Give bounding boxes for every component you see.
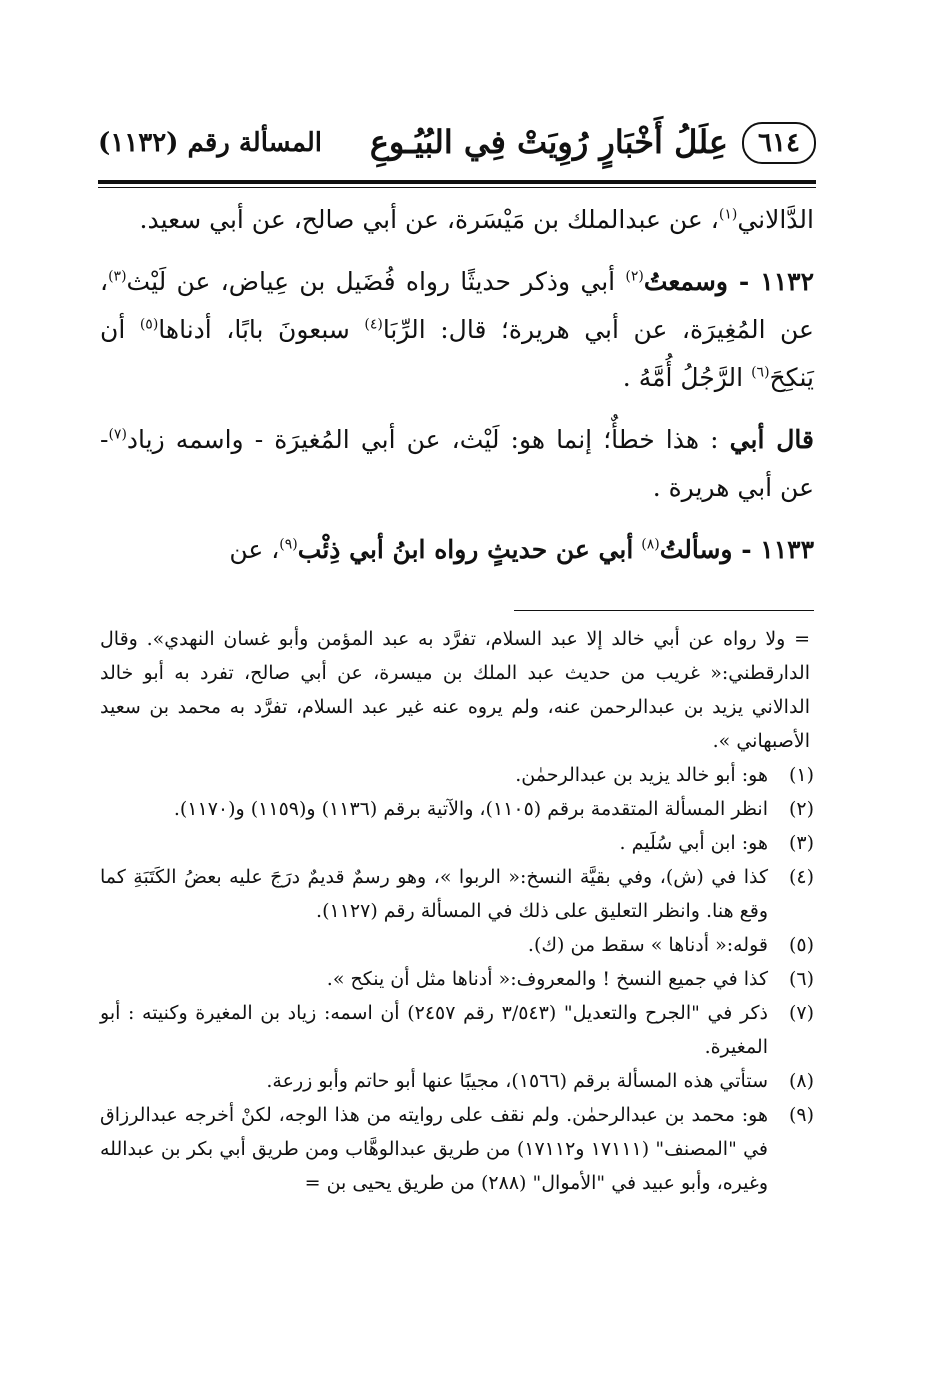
text-segment: ، عن المُغِيرَة، عن أبي هريرة؛ قال: الرِّبَا (100, 267, 814, 344)
footnote-continuation: = ولا رواه عن أبي خالد إلا عبد السلام، تفرَّد به عبد المؤمن وأبو غسان النهدي». وقال الدارقطني:« غريب من حديث عبد الملك بن ميسرة، عن أبي صالح، تفرد به أبو خالد الدالاني يزيد بن عبدالرحمن عنه، ولم يروه عنه غير عبد السلام، تفرَّد به محمد بن سعيد الأصبهاني ». (100, 628, 810, 752)
issue-number-1132: ١١٣٢ - وسمعتُ (643, 267, 814, 296)
footnote-item (100, 826, 814, 860)
footnote-item (100, 1098, 814, 1200)
text-segment: أبي عن حديثٍ رواه ابنُ أبي ذِئْب (297, 535, 634, 564)
footnote-ref-4: (٤) (364, 316, 383, 333)
footnote-number: (١) (788, 764, 814, 786)
footnote-number: (٧) (788, 1002, 814, 1024)
footnote-text: كذا في (ش)، وفي بقيَّة النسخ:« الربوا »، وهو رسمٌ قديمٌ درَجَ عليه بعضُ الكَتَبَةِ كما وقع هنا. وانظر التعليق على ذلك في المسألة رقم (١١٢٧). (100, 866, 768, 922)
footnote-ref-8: (٨) (641, 536, 660, 553)
footnote-ref-9: (٩) (279, 536, 298, 553)
header-rule-thick (98, 180, 816, 184)
footnote-ref-3: (٣) (108, 268, 127, 285)
paragraph-abi-comment (100, 416, 814, 512)
page-number: ٦١٤ (742, 122, 816, 164)
text-segment: أن يَنكِحَ (100, 315, 814, 392)
footnote-ref-5: (٥) (139, 316, 159, 333)
footnote-number: (٥) (788, 934, 814, 956)
footnote-text: هو: أبو خالد يزيد بن عبدالرحمٰن. (515, 764, 768, 786)
footnote-text: قوله:« أدناها » سقط من (ك). (527, 934, 768, 956)
text-segment: ، عن (229, 535, 280, 564)
footnote-text: ذكر في "الجرح والتعديل" (٣/٥٤٣ رقم ٢٤٥٧) أن اسمه: زياد بن المغيرة وكنيته : أبو المغيرة. (100, 1002, 768, 1058)
text-segment: سبعونَ بابًا، أدناها (158, 315, 350, 344)
text-segment: : هذا خطأٌ؛ إنما هو: لَيْث، عن أبي المُغيرَة - واسمه زياد (126, 425, 719, 454)
speaker-label: قال أبي (729, 425, 814, 454)
text-segment: - عن أبي هريرة . (100, 425, 814, 502)
footnote-item (100, 860, 814, 928)
footnote-number: (٩) (788, 1104, 814, 1126)
footnote-ref-1: (١) (718, 206, 738, 223)
footnote-number: (٤) (788, 866, 814, 888)
book-title: عِلَلُ أَخْبَارٍ رُوِيَتْ فِي البُيُـوعِ (369, 123, 728, 161)
footnote-number: (٣) (788, 832, 814, 854)
footnote-number: (٨) (788, 1070, 814, 1092)
footnote-item (100, 792, 814, 826)
paragraph-1 (100, 196, 814, 244)
footnote-item (100, 758, 814, 792)
footnote-item (100, 996, 814, 1064)
footnote-text: انظر المسألة المتقدمة برقم (١١٠٥)، والآتية برقم (١١٣٦) و(١١٥٩) و(١١٧٠). (173, 798, 768, 820)
footnote-ref-6: (٦) (751, 364, 770, 381)
issue-number-1133: ١١٣٣ - وسألتُ (659, 535, 814, 564)
text-segment: أبي وذكر حديثًا رواه فُضَيل بن عِياض، عن لَيْث (126, 267, 616, 296)
text-segment: الدَّالاني (737, 205, 814, 234)
footnote-item (100, 928, 814, 962)
issue-label: المسألة رقم (١١٣٢) (98, 128, 323, 158)
footnote-text: ستأتي هذه المسألة برقم (١٥٦٦)، مجيبًا عنها أبو حاتم وأبو زرعة. (266, 1070, 768, 1092)
text-segment: الرَّجُلُ أُمَّهُ . (622, 363, 744, 392)
paragraph-issue-1132 (100, 258, 814, 402)
footnote-item (100, 962, 814, 996)
page-header (98, 120, 816, 180)
footnote-text: هو: ابن أبي سُلَيم . (619, 832, 768, 854)
footnote-number: (٦) (788, 968, 814, 990)
footnotes (100, 622, 814, 1200)
footnote-ref-2: (٢) (625, 268, 644, 285)
footnote-number: (٢) (788, 798, 814, 820)
footnote-ref-7: (٧) (108, 426, 127, 443)
footnote-item (100, 1064, 814, 1098)
paragraph-issue-1133 (100, 526, 814, 574)
footnote-text: هو: محمد بن عبدالرحمٰن. ولم نقف على روايته من هذا الوجه، لكنْ أخرجه عبدالرزاق في "المصنف" (١٧١١١ و١٧١١٢) من طريق عبدالوهَّاب ومن طريق أبي بكر بن عبدالله وغيره، وأبو عبيد في "الأموال" (٢٨٨) من طريق يحيى بن = (100, 1104, 768, 1194)
footnote-separator (514, 610, 814, 611)
main-text (100, 196, 814, 588)
header-rule-thin (98, 187, 816, 188)
text-segment: ، عن عبدالملك بن مَيْسَرة، عن أبي صالح، عن أبي سعيد. (139, 205, 719, 234)
footnote-text: كذا في جميع النسخ ! والمعروف:« أدناها مثل أن ينكح ». (326, 968, 768, 990)
